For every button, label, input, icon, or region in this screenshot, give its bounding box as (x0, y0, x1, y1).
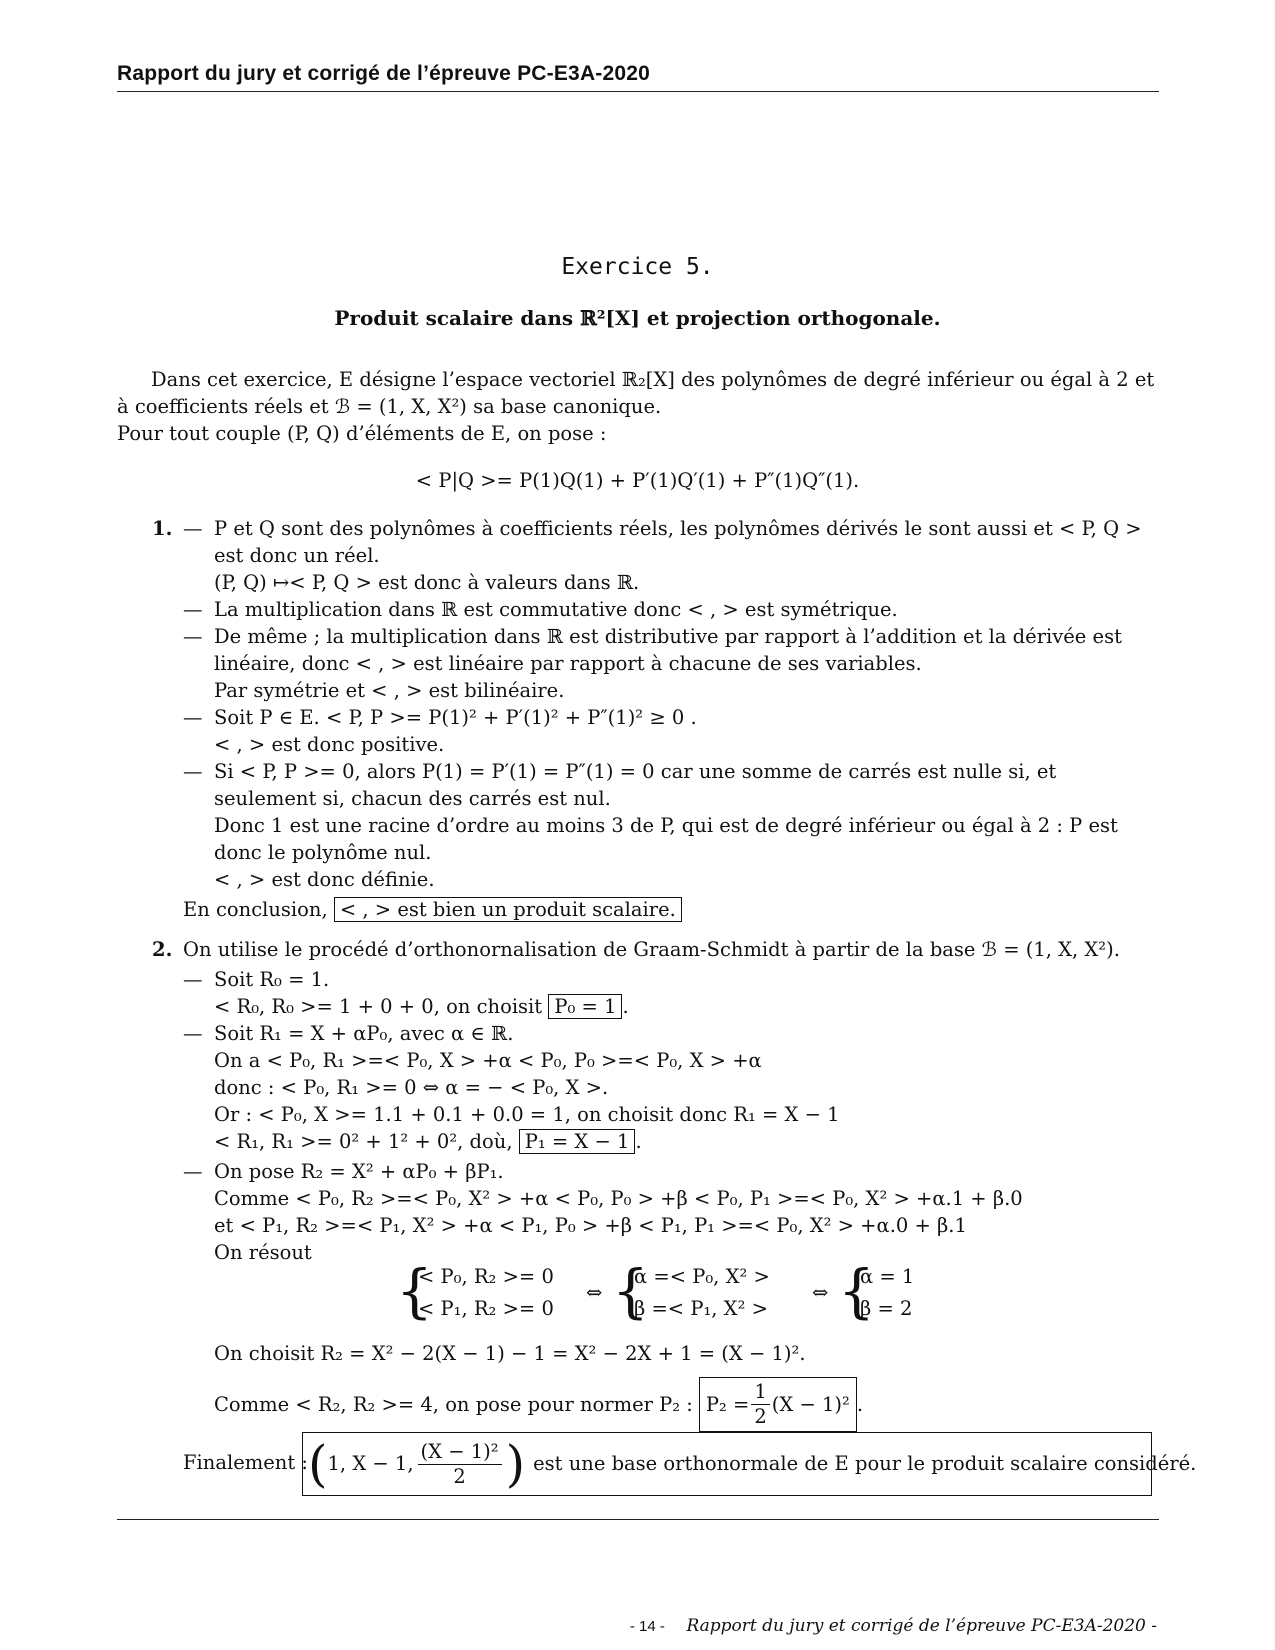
q1-line-3: (P, Q) ↦< P, Q > est donc à valeurs dans ℝ. (214, 571, 640, 594)
exercise-title: Exercice 5. (561, 254, 714, 280)
q2-line-10: Comme < P₀, R₂ >=< P₀, X² > +α < P₀, P₀ > +β < P₀, P₁ >=< P₀, X² > +α.1 + β.0 (214, 1187, 1023, 1210)
exercise-subtitle: Produit scalaire dans ℝ²[X] et projection orthogonale. (334, 306, 941, 330)
q2-box-p1: P₁ = X − 1 (519, 1129, 636, 1154)
q1-dash-5: — (183, 760, 203, 783)
q1-line-14: < , > est donc définie. (214, 868, 435, 891)
p2-fraction-num: 1 (751, 1380, 769, 1405)
system-3-b: β = 2 (860, 1297, 913, 1320)
system-3-a: α = 1 (860, 1265, 915, 1288)
q1-dash-2: — (183, 598, 203, 621)
q1-line-2: est donc un réel. (214, 544, 380, 567)
system-brace-2: { (612, 1257, 649, 1325)
footer-text: Rapport du jury et corrigé de l’épreuve PC-E3A-2020 - (686, 1616, 1157, 1636)
intro-line-3: Pour tout couple (P, Q) d’éléments de E, on pose : (117, 422, 607, 445)
final-paren-left: ( (308, 1435, 328, 1493)
q1-dash-3: — (183, 625, 203, 648)
intro-line-1: Dans cet exercice, E désigne l’espace vectoriel ℝ₂[X] des polynômes de degré inférieur ou égal à 2 et (151, 368, 1155, 391)
final-label: Finalement : (183, 1451, 308, 1474)
q1-line-13: donc le polynôme nul. (214, 841, 432, 864)
final-fraction (418, 1440, 502, 1489)
q2-dash-1: — (183, 968, 203, 991)
q2-line-5: On a < P₀, R₁ >=< P₀, X > +α < P₀, P₀ >=< P₀, X > +α (214, 1049, 762, 1072)
q1-line-9: < , > est donc positive. (214, 733, 445, 756)
q2-line-14: Comme < R₂, R₂ >= 4, on pose pour normer P₂ : P₂ = $\frac{1}{2}$ (X − 1)² . (214, 1377, 863, 1432)
equiv-2: ⇔ (812, 1281, 829, 1304)
equiv-1: ⇔ (586, 1281, 603, 1304)
q1-dash-4: — (183, 706, 203, 729)
q2-line-13: On choisit R₂ = X² − 2(X − 1) − 1 = X² − 2X + 1 = (X − 1)². (214, 1342, 806, 1365)
system-1-a: < P₀, R₂ >= 0 (418, 1265, 554, 1288)
q1-line-10: Si < P, P >= 0, alors P(1) = P′(1) = P″(1) = 0 car une somme de carrés est nulle si, et (214, 760, 1057, 783)
final-fraction-num: (X − 1)² (418, 1440, 502, 1465)
q1-line-5: De même ; la multiplication dans ℝ est distributive par rapport à l’addition et la dérivée est (214, 625, 1122, 648)
q2-line-1: On utilise le procédé d’orthonornalisation de Graam-Schmidt à partir de la base ℬ = (1, X, X²). (183, 938, 1120, 961)
system-1-b: < P₁, R₂ >= 0 (418, 1297, 554, 1320)
q1-conclusion-box: < , > est bien un produit scalaire. (334, 897, 682, 922)
p2-lhs: P₂ = (705, 1392, 750, 1416)
q1-line-1: P et Q sont des polynômes à coefficients réels, les polynômes dérivés le sont aussi et < P, Q > (214, 517, 1142, 540)
q2-line-6: donc : < P₀, R₁ >= 0 ⇔ α = − < P₀, X >. (214, 1076, 609, 1099)
final-basis-a: 1, X − 1, (327, 1452, 414, 1475)
q1-line-6: linéaire, donc < , > est linéaire par rapport à chacune de ses variables. (214, 652, 922, 675)
q1-line-7: Par symétrie et < , > est bilinéaire. (214, 679, 565, 702)
q2-box-p0: P₀ = 1 (548, 994, 622, 1019)
q2-line-12: On résout (214, 1241, 312, 1264)
q2-box-p2 (699, 1377, 857, 1432)
q2-dash-3: — (183, 1160, 203, 1183)
q2-number: 2. (152, 938, 173, 961)
q1-line-8: Soit P ∈ E. < P, P >= P(1)² + P′(1)² + P″(1)² ≥ 0 . (214, 706, 697, 729)
q1-number: 1. (152, 517, 173, 540)
q1-dash-1: — (183, 517, 203, 540)
q2-line-8: < R₁, R₁ >= 0² + 1² + 0², doù, P₁ = X − 1 . (214, 1130, 642, 1153)
intro-line-2: à coefficients réels et ℬ = (1, X, X²) sa base canonique. (117, 395, 662, 418)
q1-line-4: La multiplication dans ℝ est commutative donc < , > est symétrique. (214, 598, 898, 621)
page-number: - 14 - (629, 1618, 665, 1635)
intro-formula: < P|Q >= P(1)Q(1) + P′(1)Q′(1) + P″(1)Q″(1). (415, 469, 860, 492)
q2-line-2: Soit R₀ = 1. (214, 968, 330, 991)
final-box (302, 1432, 1197, 1496)
final-fraction-den: 2 (453, 1464, 466, 1488)
footer-rule (117, 1519, 1159, 1520)
q1-conclusion-label: En conclusion, (183, 898, 328, 921)
system-brace-3: { (838, 1257, 875, 1325)
p2-fraction (751, 1380, 769, 1429)
q2-line-11: et < P₁, R₂ >=< P₁, X² > +α < P₁, P₀ > +β < P₁, P₁ >=< P₀, X² > +α.0 + β.1 (214, 1214, 967, 1237)
q2-line-3: < R₀, R₀ >= 1 + 0 + 0, on choisit P₀ = 1 . (214, 995, 629, 1018)
header-rule (117, 91, 1159, 92)
q2-line-7: Or : < P₀, X >= 1.1 + 0.1 + 0.0 = 1, on choisit donc R₁ = X − 1 (214, 1103, 840, 1126)
system-2-a: α =< P₀, X² > (634, 1265, 770, 1288)
system-2-b: β =< P₁, X² > (634, 1297, 768, 1320)
page-header-title: Rapport du jury et corrigé de l’épreuve PC-E3A-2020 (117, 62, 651, 85)
page-footer (630, 1616, 1157, 1636)
p2-fraction-den: 2 (754, 1405, 767, 1428)
q2-line-14-text: Comme < R₂, R₂ >= 4, on pose pour normer P₂ : (214, 1392, 693, 1416)
q2-line-3-text: < R₀, R₀ >= 1 + 0 + 0, on choisit (214, 995, 543, 1018)
q2-line-9: On pose R₂ = X² + αP₀ + βP₁. (214, 1160, 504, 1183)
q2-line-8-text: < R₁, R₁ >= 0² + 1² + 0², doù, (214, 1130, 513, 1153)
p2-rhs: (X − 1)² (771, 1392, 850, 1416)
q2-line-4: Soit R₁ = X + αP₀, avec α ∈ ℝ. (214, 1022, 514, 1045)
q2-dash-2: — (183, 1022, 203, 1045)
final-paren-right: ) (505, 1435, 526, 1493)
system-brace-1: { (396, 1257, 433, 1325)
q1-line-12: Donc 1 est une racine d’ordre au moins 3 de P, qui est de degré inférieur ou égal à 2 : P est (214, 814, 1118, 837)
q1-conclusion (183, 896, 682, 924)
q1-line-11: seulement si, chacun des carrés est nul. (214, 787, 611, 810)
final-text: est une base orthonormale de E pour le produit scalaire considéré. (533, 1452, 1197, 1475)
